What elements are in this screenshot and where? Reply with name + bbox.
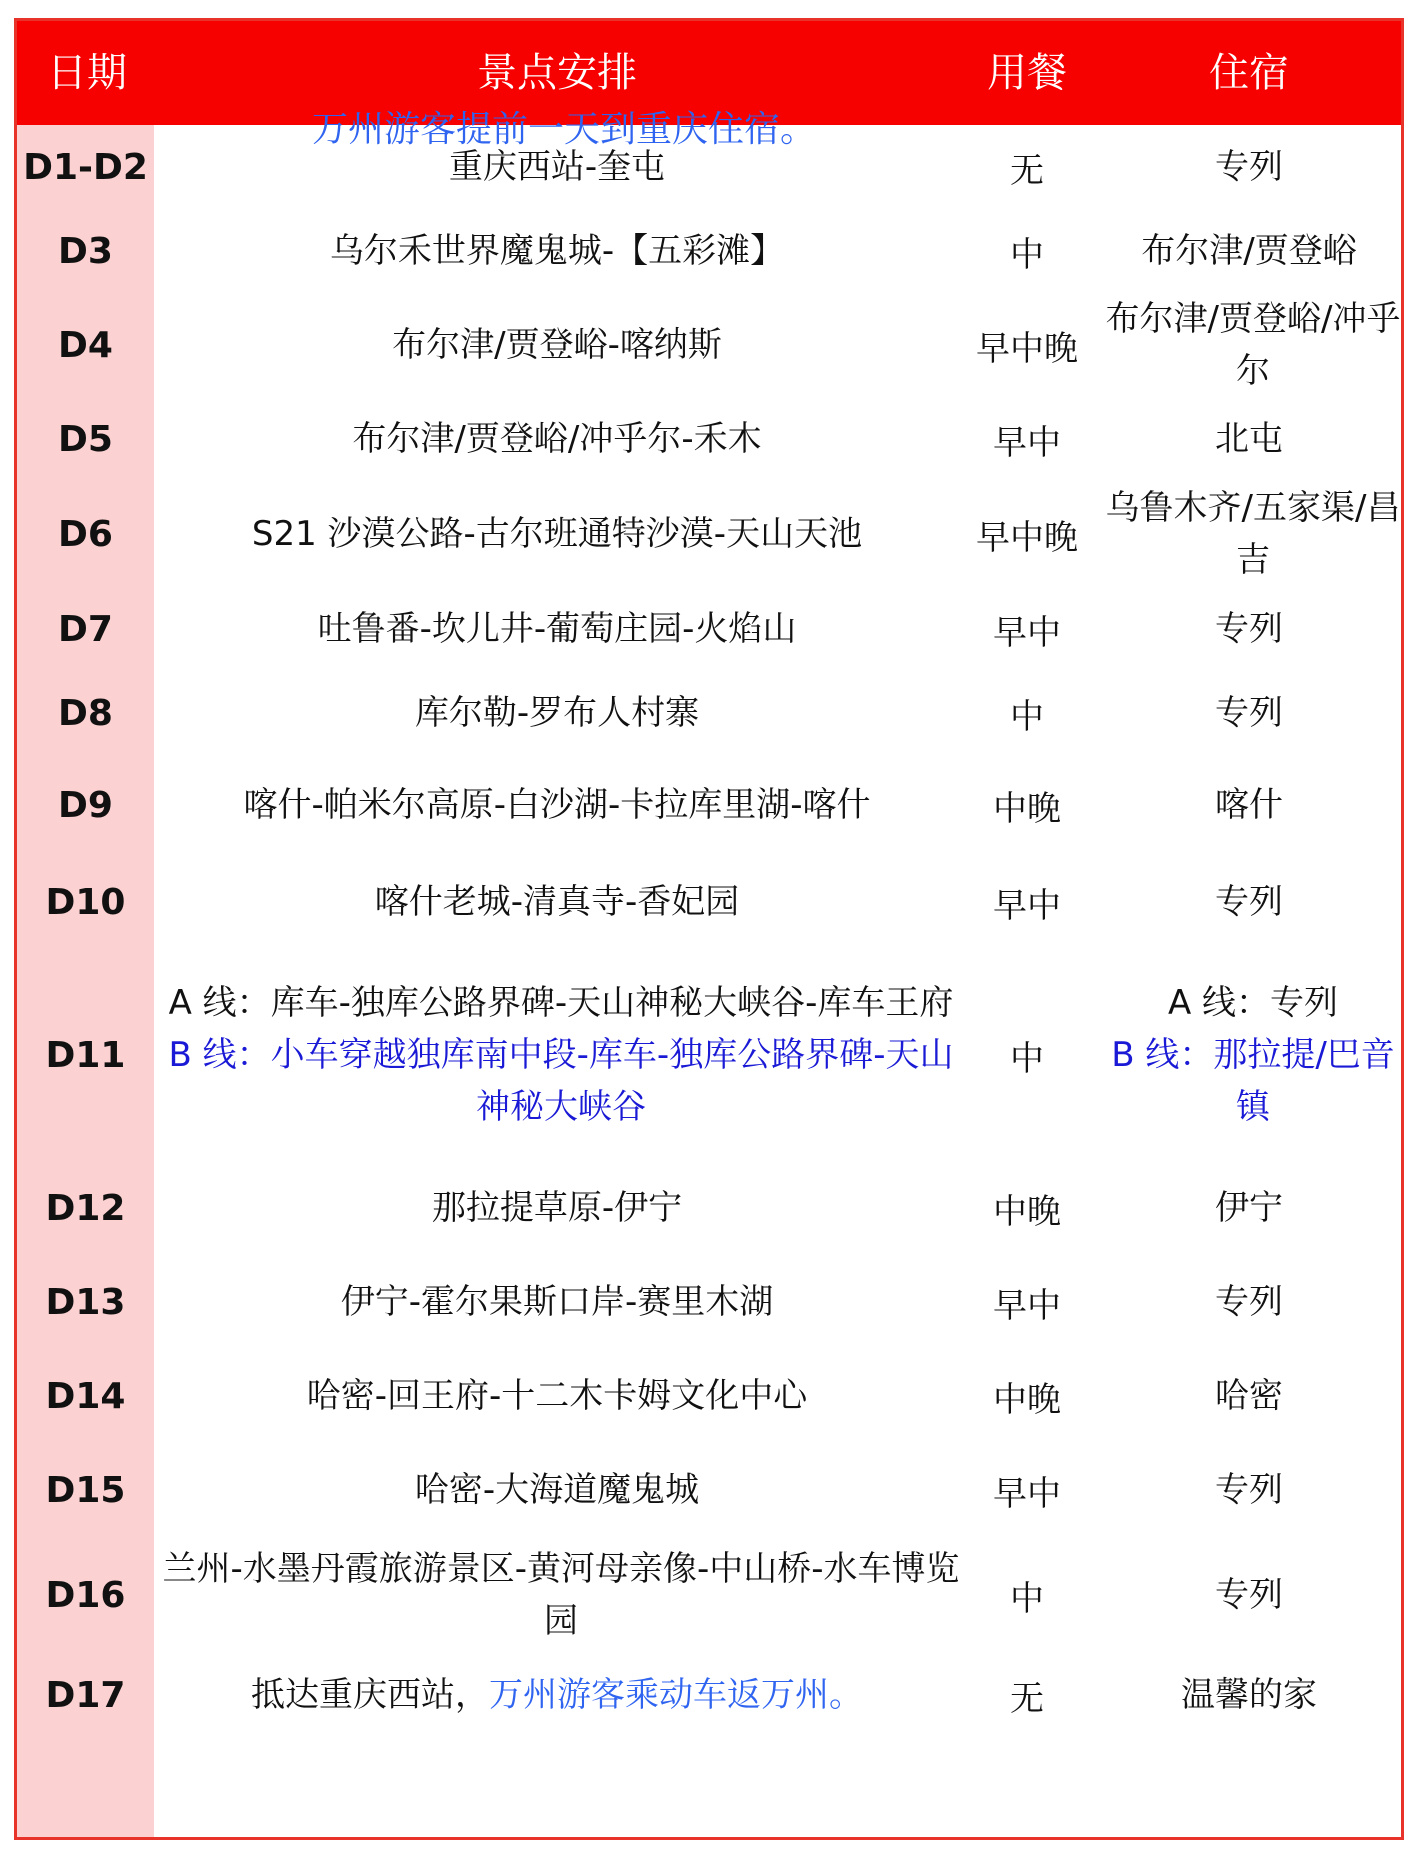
schedule-line-a: A 线：库车-独库公路界碑-天山神秘大峡谷-库车王府 xyxy=(168,983,954,1023)
day-cell: D5 xyxy=(58,418,113,460)
day-cell: D15 xyxy=(45,1469,126,1511)
table-row xyxy=(17,209,1401,293)
stay-cell: 专列 xyxy=(1215,147,1283,187)
schedule-cell: 库尔勒-罗布人村寨 xyxy=(414,693,700,733)
meals-cell: 早中 xyxy=(993,422,1061,463)
table-row xyxy=(17,397,1401,481)
table-row xyxy=(17,1349,1401,1443)
note-advance-stay: 万州游客提前一天到重庆住宿。 xyxy=(312,109,817,150)
stay-cell: 乌鲁木齐/五家渠/昌吉 xyxy=(1105,488,1401,580)
meals-cell: 中晚 xyxy=(993,1191,1061,1232)
stay-cell: 布尔津/贾登峪 xyxy=(1141,231,1357,271)
table-row xyxy=(17,293,1401,397)
day-cell: D13 xyxy=(45,1281,126,1323)
itinerary-table xyxy=(14,18,1404,1840)
schedule-cell: 重庆西站-奎屯 xyxy=(448,147,666,187)
day-cell: D7 xyxy=(58,608,113,650)
stay-cell: 北屯 xyxy=(1215,419,1283,459)
header-meals: 用餐 xyxy=(987,50,1067,96)
stay-cell xyxy=(1097,949,1409,1161)
schedule-cell xyxy=(157,949,965,1161)
meals-cell: 中晚 xyxy=(993,788,1061,829)
schedule-cell: 伊宁-霍尔果斯口岸-赛里木湖 xyxy=(340,1282,774,1322)
meals-cell: 早中 xyxy=(993,1473,1061,1514)
meals-cell: 中 xyxy=(1010,1578,1044,1619)
meals-cell: 中晚 xyxy=(993,1379,1061,1420)
table-row xyxy=(17,1537,1401,1653)
stay-cell: 哈密 xyxy=(1215,1376,1283,1416)
schedule-cell xyxy=(157,1653,957,1737)
meals-cell: 早中晚 xyxy=(976,328,1078,369)
day-cell: D8 xyxy=(58,692,113,734)
table-row xyxy=(17,1255,1401,1349)
day-cell: D12 xyxy=(45,1187,126,1229)
stay-cell: 专列 xyxy=(1215,1470,1283,1510)
day-cell: D10 xyxy=(45,881,126,923)
day-cell: D4 xyxy=(58,324,113,366)
day-cell: D6 xyxy=(58,513,113,555)
schedule-line-b: B 线：小车穿越独库南中段-库车-独库公路界碑-天山神秘大峡谷 xyxy=(168,1035,954,1127)
header-date: 日期 xyxy=(47,50,127,96)
table-row xyxy=(17,587,1401,671)
day-cell: D1-D2 xyxy=(23,146,148,188)
meals-cell: 早中晚 xyxy=(976,517,1078,558)
schedule-cell: 哈密-回王府-十二木卡姆文化中心 xyxy=(306,1376,808,1416)
day-cell: D9 xyxy=(58,784,113,826)
stay-cell: 布尔津/贾登峪/冲乎尔 xyxy=(1105,299,1401,391)
stay-line-a: A 线：专列 xyxy=(1167,983,1339,1023)
schedule-cell: 吐鲁番-坎儿井-葡萄庄园-火焰山 xyxy=(317,609,797,649)
table-row xyxy=(17,1443,1401,1537)
table-row xyxy=(17,671,1401,755)
schedule-text: 抵达重庆西站， xyxy=(251,1675,489,1715)
header-stay: 住宿 xyxy=(1209,50,1289,96)
meals-cell: 无 xyxy=(1010,150,1044,191)
day-cell: D17 xyxy=(45,1674,126,1716)
meals-cell: 早中 xyxy=(993,885,1061,926)
table-row xyxy=(17,949,1401,1161)
stay-cell: 专列 xyxy=(1215,693,1283,733)
meals-cell: 中 xyxy=(1010,234,1044,275)
table-row xyxy=(17,1161,1401,1255)
schedule-cell: S21 沙漠公路-古尔班通特沙漠-天山天池 xyxy=(251,514,863,554)
stay-line-b: B 线：那拉提/巴音镇 xyxy=(1111,1035,1395,1127)
day-cell: D3 xyxy=(58,230,113,272)
table-row xyxy=(17,855,1401,949)
schedule-cell: 乌尔禾世界魔鬼城-【五彩滩】 xyxy=(329,231,785,271)
table-row xyxy=(17,755,1401,855)
schedule-cell: 布尔津/贾登峪-喀纳斯 xyxy=(392,325,722,365)
stay-cell: 专列 xyxy=(1215,1282,1283,1322)
meals-cell: 无 xyxy=(1010,1678,1044,1719)
schedule-cell: 布尔津/贾登峪/冲乎尔-禾木 xyxy=(352,419,762,459)
stay-cell: 喀什 xyxy=(1215,785,1283,825)
day-cell: D16 xyxy=(45,1574,126,1616)
day-cell: D11 xyxy=(45,1034,126,1076)
header-schedule: 景点安排 xyxy=(477,50,637,96)
table-row xyxy=(17,481,1401,587)
schedule-cell: 兰州-水墨丹霞旅游景区-黄河母亲像-中山桥-水车博览园 xyxy=(162,1549,960,1641)
schedule-cell: 喀什-帕米尔高原-白沙湖-卡拉库里湖-喀什 xyxy=(243,785,871,825)
schedule-note: 万州游客乘动车返万州。 xyxy=(489,1675,863,1715)
meals-cell: 早中 xyxy=(993,612,1061,653)
schedule-cell: 喀什老城-清真寺-香妃园 xyxy=(374,882,740,922)
schedule-cell: 哈密-大海道魔鬼城 xyxy=(414,1470,700,1510)
stay-cell: 专列 xyxy=(1215,609,1283,649)
stay-cell: 专列 xyxy=(1215,882,1283,922)
meals-cell: 早中 xyxy=(993,1285,1061,1326)
schedule-cell: 那拉提草原-伊宁 xyxy=(431,1188,683,1228)
schedule-line xyxy=(251,1669,863,1721)
stay-cell: 温馨的家 xyxy=(1181,1675,1317,1715)
meals-cell: 中 xyxy=(1010,1038,1044,1079)
stay-cell: 伊宁 xyxy=(1215,1188,1283,1228)
day-cell: D14 xyxy=(45,1375,126,1417)
stay-cell: 专列 xyxy=(1215,1575,1283,1615)
meals-cell: 中 xyxy=(1010,696,1044,737)
table-row xyxy=(17,1653,1401,1737)
